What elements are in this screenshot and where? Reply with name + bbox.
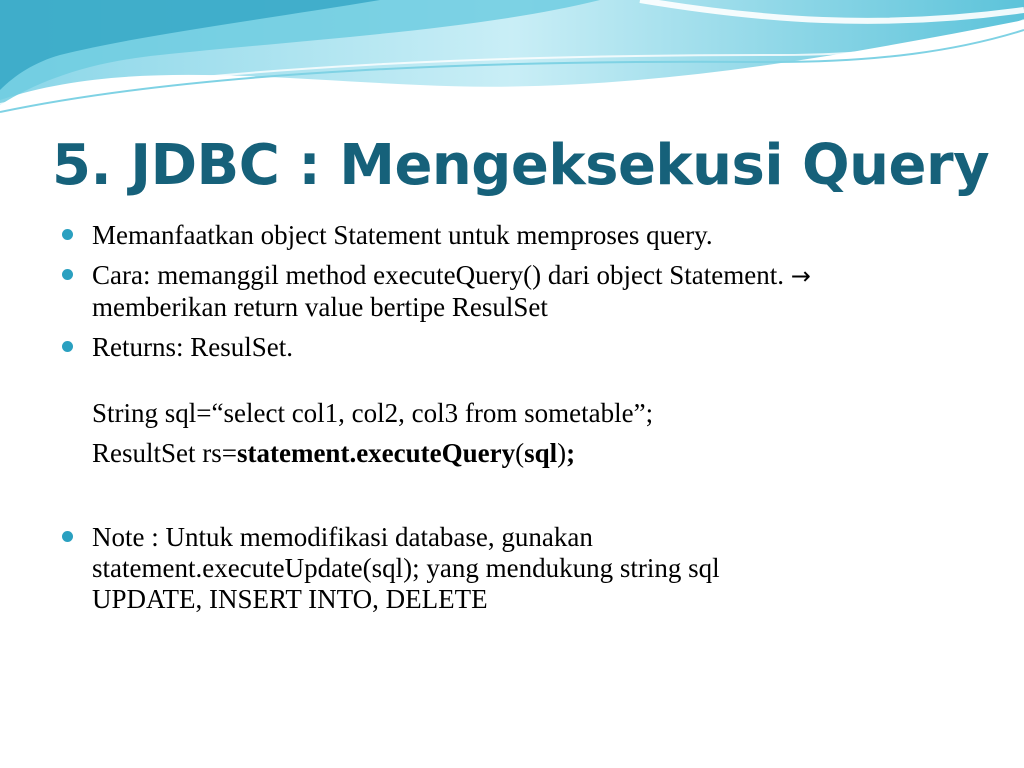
bullet-text-continued: statement.executeUpdate(sql); yang mendukung string sql bbox=[92, 553, 720, 583]
code-line bbox=[58, 438, 958, 469]
bullet-item bbox=[58, 522, 958, 615]
bullet-dot-icon bbox=[62, 341, 73, 352]
bullet-dot-icon bbox=[62, 229, 73, 240]
bullet-text-continued: memberikan return value bertipe ResulSet bbox=[92, 292, 548, 322]
code-text: ( bbox=[515, 438, 525, 468]
bullet-text: Note : Untuk memodifikasi database, gunakan bbox=[92, 522, 593, 552]
bullet-text: Cara: memanggil method executeQuery() dari object Statement. bbox=[92, 260, 784, 290]
code-line bbox=[58, 398, 958, 429]
slide-body bbox=[58, 220, 958, 624]
arrow-right-icon: → bbox=[790, 262, 811, 290]
bullet-item bbox=[58, 260, 958, 323]
slide-title: 5. JDBC : Mengeksekusi Query bbox=[52, 133, 990, 198]
code-bold-text: ; bbox=[566, 438, 576, 468]
spacer bbox=[58, 372, 958, 398]
bullet-dot-icon bbox=[62, 269, 73, 280]
bullet-dot-icon bbox=[62, 531, 73, 542]
code-text: ) bbox=[557, 438, 567, 468]
code-text: ResultSet rs= bbox=[92, 438, 237, 468]
header-wave-decoration bbox=[0, 0, 1024, 130]
bullet-text-continued: UPDATE, INSERT INTO, DELETE bbox=[92, 584, 488, 614]
bullet-text: Returns: ResulSet. bbox=[92, 332, 293, 362]
code-bold-text: statement.executeQuery bbox=[236, 438, 516, 468]
bullet-item bbox=[58, 332, 958, 363]
spacer bbox=[58, 478, 958, 522]
bullet-text: Memanfaatkan object Statement untuk memproses query. bbox=[92, 220, 713, 250]
bullet-item bbox=[58, 220, 958, 251]
code-bold-text: sql bbox=[524, 438, 558, 468]
code-text: String sql=“select col1, col2, col3 from sometable”; bbox=[92, 398, 654, 428]
